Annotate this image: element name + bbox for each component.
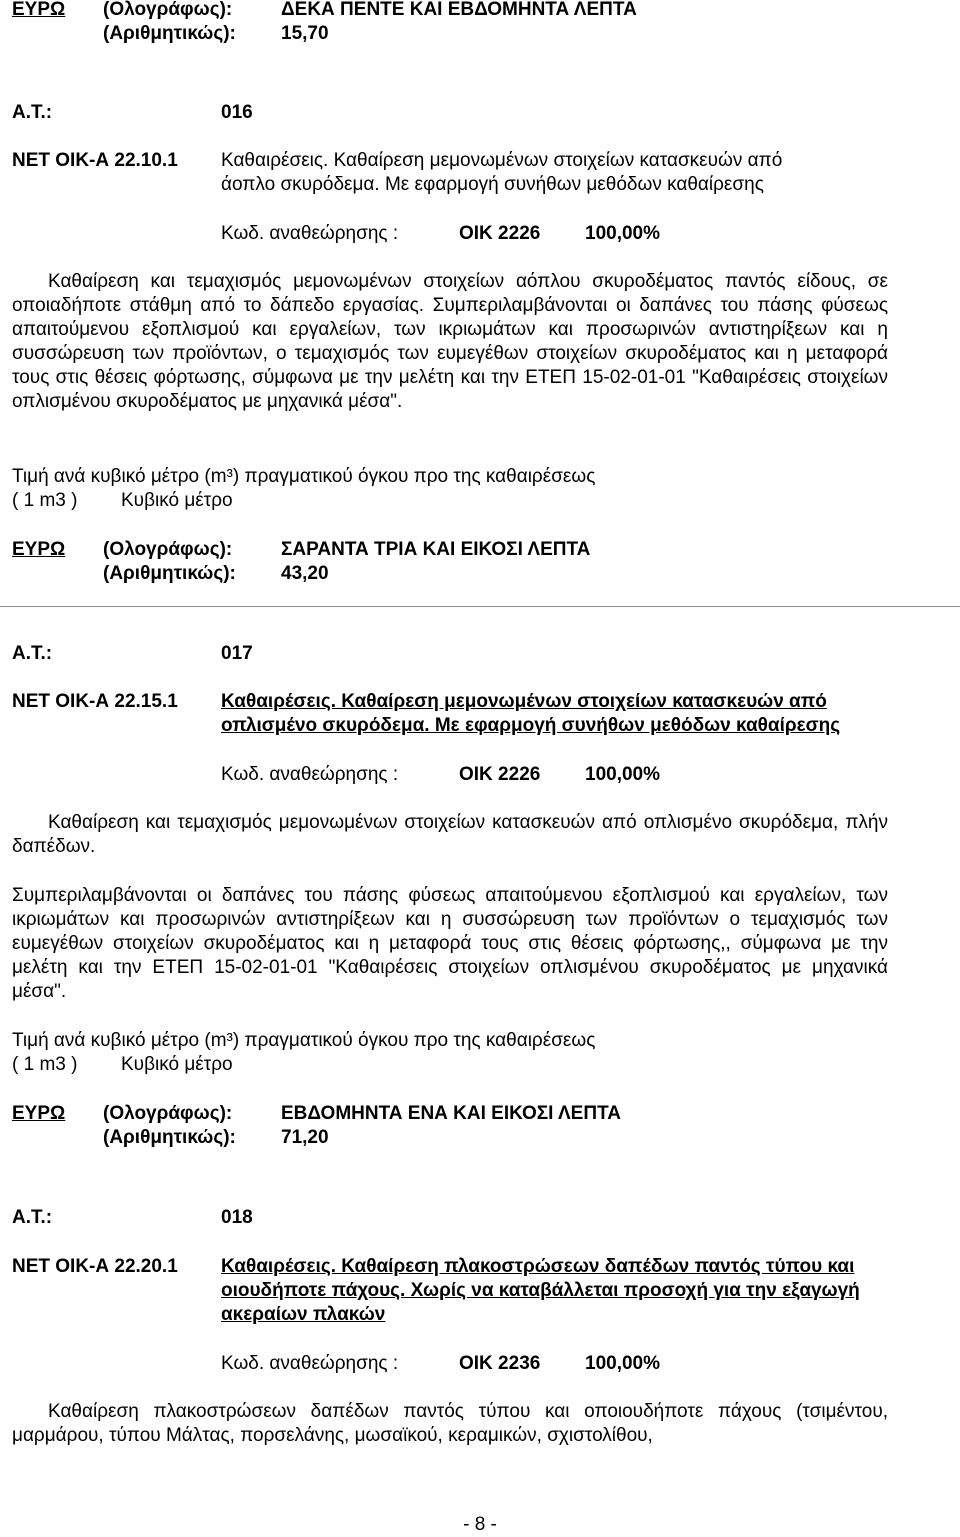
- rev-percent: 100,00%: [585, 1353, 661, 1374]
- at-label: Α.Τ.:: [12, 643, 53, 664]
- at-label: Α.Τ.:: [12, 1207, 53, 1228]
- euro-label: ΕΥΡΩ: [12, 1103, 66, 1124]
- price-numbers: 71,20: [281, 1127, 329, 1148]
- item-title-line: οιουδήποτε πάχους. Χωρίς να καταβάλλεται προσοχή για την εξαγωγή: [221, 1280, 860, 1301]
- euro-label: ΕΥΡΩ: [12, 539, 66, 560]
- rev-code: ΟΙΚ 2226: [459, 223, 541, 244]
- euro-label: ΕΥΡΩ: [12, 0, 66, 20]
- price-numbers: 43,20: [281, 563, 329, 584]
- price-words: ΕΒΔΟΜΗΝΤΑ ΕΝΑ ΚΑΙ ΕΙΚΟΣΙ ΛΕΠΤΑ: [281, 1103, 621, 1124]
- unit-qty: ( 1 m3 ): [12, 490, 78, 511]
- in-words-label: (Ολογράφως):: [103, 539, 233, 560]
- in-numbers-label: (Αριθμητικώς):: [103, 563, 236, 584]
- rev-code: ΟΙΚ 2236: [459, 1353, 541, 1374]
- rev-code: ΟΙΚ 2226: [459, 764, 541, 785]
- item-code: ΝΕΤ ΟΙΚ-Α 22.15.1: [12, 691, 178, 712]
- price-words: ΣΑΡΑΝΤΑ ΤΡΙΑ ΚΑΙ ΕΙΚΟΣΙ ΛΕΠΤΑ: [281, 539, 591, 560]
- item-description: Καθαίρεση και τεμαχισμός μεμονωμένων στοιχείων αόπλου σκυροδέματος παντός είδους, σε οποιαδήποτε στάθμη από το δάπεδο εργασίας. Συμπεριλαμβάνονται οι δαπάνες του πάσης φύσεως απαιτούμενου εξοπλισμού και εργαλείων, των ικριωμάτων και προσωρινών αντιστηρίξεων και η συσσώρευση των προϊόντων, ο τεμαχισμός των ευμεγέθων στοιχείων σκυροδέματος και η μεταφορά τους στις θέσεις φόρτωσης, σύμφωνα με την μελέτη και την ΕΤΕΠ 15-02-01-01 "Καθαιρέσεις στοιχείων οπλισμένου σκυροδέματος με μηχανικά μέσα".: [12, 271, 888, 412]
- unit-qty: ( 1 m3 ): [12, 1054, 78, 1075]
- unit-name: Κυβικό μέτρο: [121, 1054, 233, 1075]
- item-title-line: Καθαιρέσεις. Καθαίρεση μεμονωμένων στοιχείων κατασκευών από: [221, 691, 827, 712]
- unit-price-line: Τιμή ανά κυβικό μέτρο (m³) πραγματικού όγκου προ της καθαιρέσεως: [12, 1030, 596, 1051]
- item-code: ΝΕΤ ΟΙΚ-Α 22.10.1: [12, 150, 178, 171]
- at-number: 017: [221, 643, 253, 664]
- item-title-line: Καθαιρέσεις. Καθαίρεση μεμονωμένων στοιχείων κατασκευών από: [221, 150, 783, 171]
- item-title-line: ακεραίων πλακών: [221, 1304, 386, 1325]
- price-numbers: 15,70: [281, 23, 329, 44]
- in-numbers-label: (Αριθμητικώς):: [103, 23, 236, 44]
- in-numbers-label: (Αριθμητικώς):: [103, 1127, 236, 1148]
- unit-name: Κυβικό μέτρο: [121, 490, 233, 511]
- item-code: ΝΕΤ ΟΙΚ-Α 22.20.1: [12, 1256, 178, 1277]
- rev-percent: 100,00%: [585, 223, 661, 244]
- at-number: 016: [221, 102, 253, 123]
- page-number: - 8 -: [463, 1514, 497, 1535]
- in-words-label: (Ολογράφως):: [103, 0, 233, 20]
- price-words: ΔΕΚΑ ΠΕΝΤΕ ΚΑΙ ΕΒΔΟΜΗΝΤΑ ΛΕΠΤΑ: [281, 0, 637, 20]
- item-description: Καθαίρεση και τεμαχισμός μεμονωμένων στοιχείων κατασκευών από οπλισμένο σκυρόδεμα, πλήν δαπέδων.: [12, 812, 888, 857]
- at-label: Α.Τ.:: [12, 102, 53, 123]
- unit-price-line: Τιμή ανά κυβικό μέτρο (m³) πραγματικού όγκου προ της καθαιρέσεως: [12, 466, 596, 487]
- item-title-line: Καθαιρέσεις. Καθαίρεση πλακοστρώσεων δαπέδων παντός τύπου και: [221, 1256, 855, 1277]
- rev-code-label: Κωδ. αναθεώρησης :: [221, 764, 399, 785]
- rev-percent: 100,00%: [585, 764, 661, 785]
- item-title-line: άοπλο σκυρόδεμα. Με εφαρμογή συνήθων μεθόδων καθαίρεσης: [221, 174, 764, 195]
- in-words-label: (Ολογράφως):: [103, 1103, 233, 1124]
- at-number: 018: [221, 1207, 253, 1228]
- item-title-line: οπλισμένο σκυρόδεμα. Με εφαρμογή συνήθων μεθόδων καθαίρεσης: [221, 715, 841, 736]
- section-divider: [0, 606, 960, 607]
- rev-code-label: Κωδ. αναθεώρησης :: [221, 1353, 399, 1374]
- item-description: Καθαίρεση πλακοστρώσεων δαπέδων παντός τύπου και οποιουδήποτε πάχους (τσιμέντου, μαρμάρου, τύπου Μάλτας, πορσελάνης, μωσαϊκού, κεραμικών, σχιστολίθου,: [12, 1401, 888, 1446]
- item-description: Συμπεριλαμβάνονται οι δαπάνες του πάσης φύσεως απαιτούμενου εξοπλισμού και εργαλείων, των ικριωμάτων και προσωρινών αντιστηρίξεων και η συσσώρευση των προϊόντων ο τεμαχισμός των ευμεγέθων στοιχείων σκυροδέματος και η μεταφορά τους στις θέσεις φόρτωσης,, σύμφωνα με την μελέτη και την ΕΤΕΠ 15-02-01-01 "Καθαιρέσεις στοιχείων οπλισμένου σκυροδέματος με μηχανικά μέσα".: [12, 885, 888, 1002]
- rev-code-label: Κωδ. αναθεώρησης :: [221, 223, 399, 244]
